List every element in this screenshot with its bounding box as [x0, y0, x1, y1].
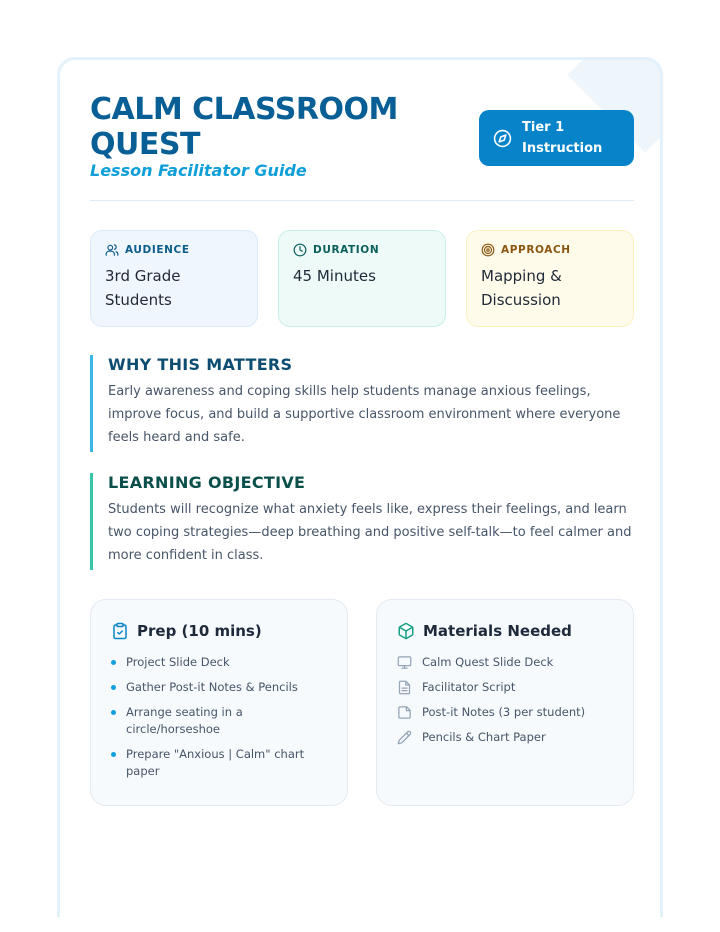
prep-item-label: Arrange seating in a circle/horseshoe — [126, 705, 243, 736]
list-item — [397, 704, 613, 721]
pencil-icon — [397, 730, 412, 745]
material-item-label: Facilitator Script — [422, 680, 516, 694]
duration-label: DURATION — [313, 244, 380, 256]
page-title: CALM CLASSROOM QUEST — [90, 92, 398, 162]
material-item-label: Post-it Notes (3 per student) — [422, 705, 586, 719]
clipboard-check-icon — [111, 622, 129, 640]
prep-item-label: Project Slide Deck — [126, 655, 230, 669]
clock-icon — [293, 243, 307, 257]
list-item — [111, 746, 327, 780]
target-icon — [481, 243, 495, 257]
list-item — [397, 654, 613, 671]
duration-card — [278, 230, 446, 327]
box-icon — [397, 622, 415, 640]
material-item-label: Pencils & Chart Paper — [422, 730, 546, 744]
bullet-dot — [111, 685, 116, 690]
approach-value: Mapping & Discussion — [481, 267, 562, 309]
why-title: WHY THIS MATTERS — [108, 355, 293, 374]
list-item — [111, 679, 327, 696]
monitor-icon — [397, 655, 412, 670]
duration-value: 45 Minutes — [293, 267, 376, 285]
bullet-dot — [111, 710, 116, 715]
materials-list — [397, 654, 613, 746]
approach-card — [466, 230, 634, 327]
list-item — [397, 679, 613, 696]
materials-title: Materials Needed — [423, 622, 572, 640]
list-item — [111, 654, 327, 671]
compass-icon — [493, 129, 512, 148]
prep-title: Prep (10 mins) — [137, 622, 262, 640]
audience-label: AUDIENCE — [125, 244, 190, 256]
badge-label: Tier 1 Instruction — [522, 120, 603, 156]
page-subtitle: Lesson Facilitator Guide — [90, 161, 307, 180]
prep-panel — [90, 599, 348, 806]
prep-item-label: Gather Post-it Notes & Pencils — [126, 680, 298, 694]
header-divider — [90, 200, 634, 201]
list-item — [397, 729, 613, 746]
audience-card — [90, 230, 258, 327]
objective-section — [90, 473, 635, 570]
why-body: Early awareness and coping skills help students manage anxious feelings, improve focus, and build a supportive classroom environment where everyone feels heard and safe. — [108, 384, 621, 445]
objective-body: Students will recognize what anxiety feels like, express their feelings, and learn two coping strategies—deep breathing and positive self-talk—to feel calmer and more confident in class. — [108, 502, 632, 563]
guide-card — [57, 57, 663, 917]
why-section — [90, 355, 635, 452]
document-icon — [397, 680, 412, 695]
list-item — [111, 704, 327, 738]
prep-list — [111, 654, 327, 780]
tier-badge — [479, 110, 634, 166]
approach-label: APPROACH — [501, 244, 571, 256]
users-icon — [105, 243, 119, 257]
materials-panel — [376, 599, 634, 806]
objective-title: LEARNING OBJECTIVE — [108, 473, 306, 492]
bullet-dot — [111, 752, 116, 757]
sticky-note-icon — [397, 705, 412, 720]
audience-value: 3rd Grade Students — [105, 267, 181, 309]
bullet-dot — [111, 660, 116, 665]
prep-item-label: Prepare "Anxious | Calm" chart paper — [126, 747, 305, 778]
material-item-label: Calm Quest Slide Deck — [422, 655, 554, 669]
